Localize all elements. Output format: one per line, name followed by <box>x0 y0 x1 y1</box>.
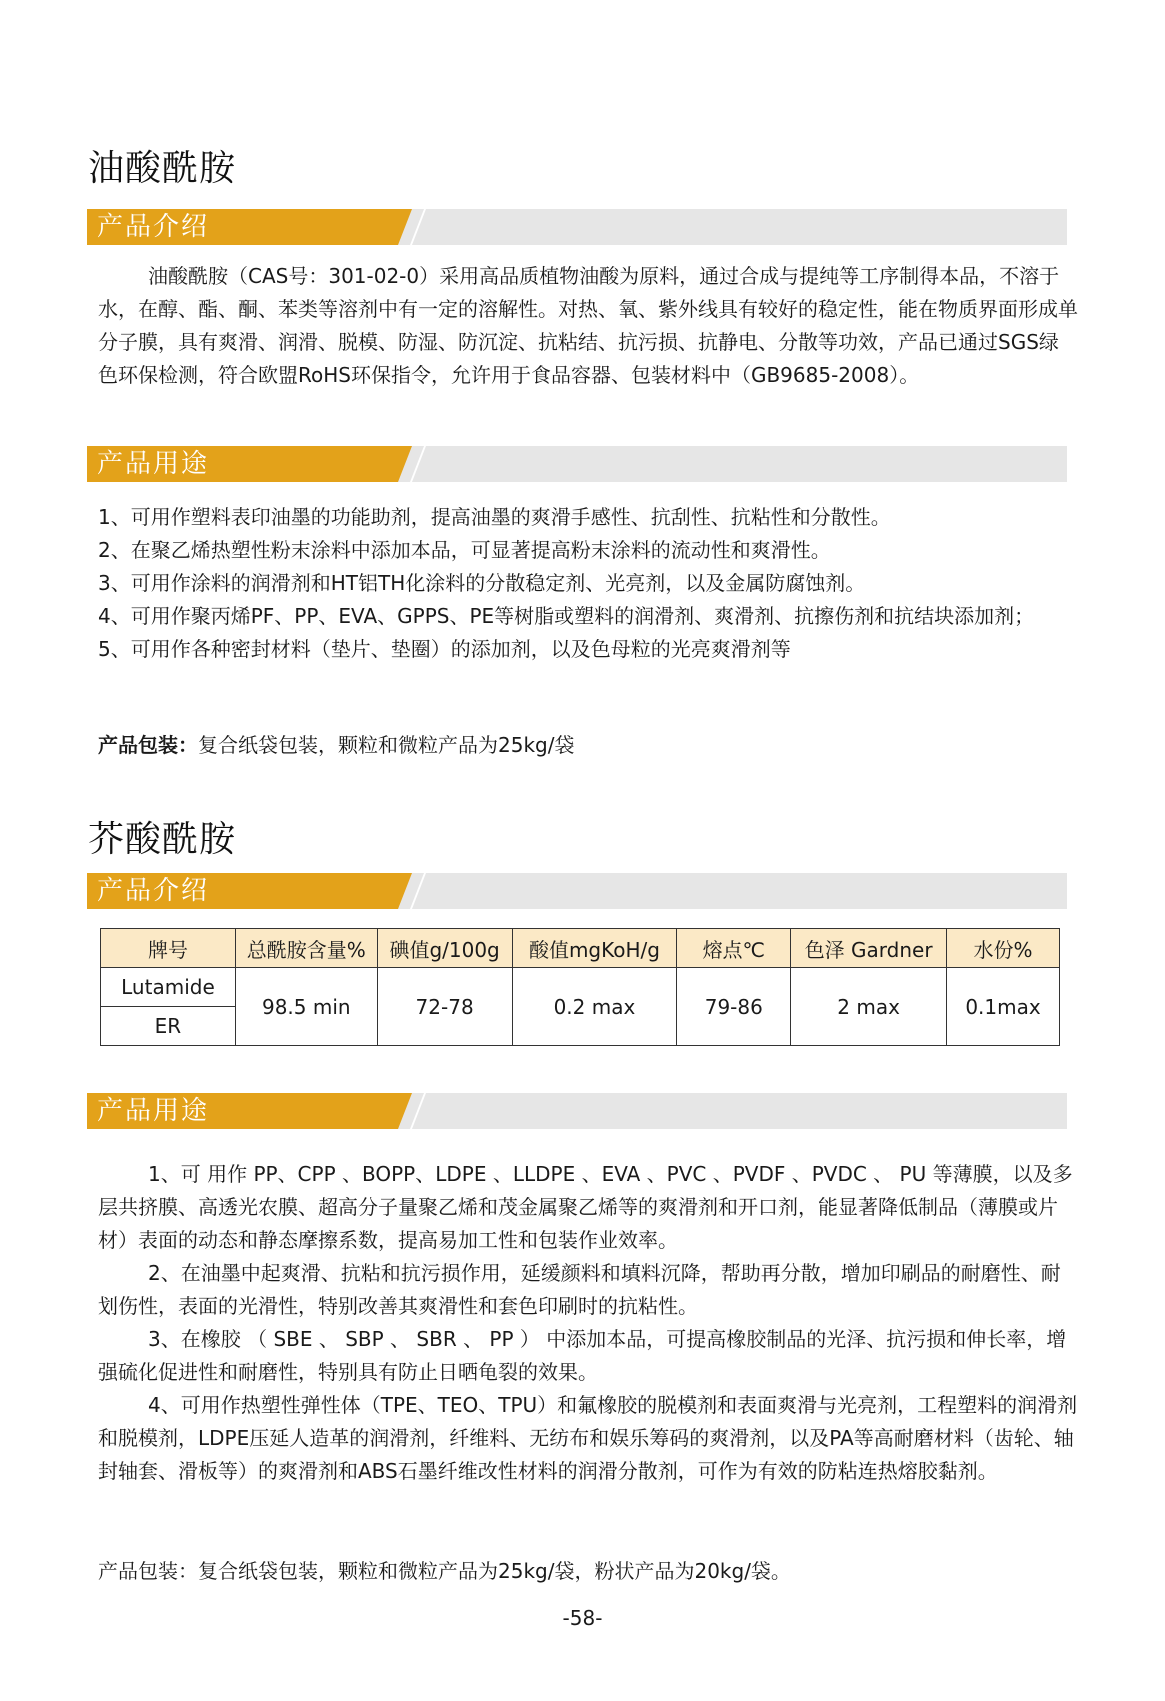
section2-title: 芥酸酰胺 <box>88 819 237 860</box>
table-cell-brand: Lutamide <box>101 968 236 1007</box>
table-header-row <box>101 929 1060 968</box>
use-paragraph: 4、可用作热塑性弹性体（TPE、TEO、TPU）和氟橡胶的脱模剂和表面爽滑与光亮剂，工程塑料的润滑剂和脱模剂，LDPE压延人造革的润滑剂，纤维料、无纺布和娱乐筹码的爽滑剂，以及PA等高耐磨材料（齿轮、轴封轴套、滑板等）的爽滑剂和ABS石墨纤维改性材料的润滑分散剂，可作为有效的防粘连热熔胶黏剂。 <box>98 1393 1078 1483</box>
section-bar-label: 产品用途 <box>97 449 210 479</box>
list-item: 1、可用作塑料表印油墨的功能助剂，提高油墨的爽滑手感性、抗刮性、抗粘性和分散性。 <box>98 505 891 529</box>
list-item: 5、可用作各种密封材料（垫片、垫圈）的添加剂，以及色母粒的光亮爽滑剂等 <box>98 637 791 661</box>
use-paragraph: 3、在橡胶 （ SBE 、 SBP 、 SBR 、 PP ） 中添加本品，可提高橡胶制品的光泽、抗污损和伸长率，增强硫化促进性和耐磨性，特别具有防止日晒龟裂的效果。 <box>98 1327 1067 1384</box>
table-cell: 2 max <box>791 968 947 1046</box>
table-cell: 72-78 <box>377 968 512 1046</box>
use-paragraph: 2、在油墨中起爽滑、抗粘和抗污损作用，延缓颜料和填料沉降，帮助再分散，增加印刷品的耐磨性、耐划伤性，表面的光滑性，特别改善其爽滑性和套色印刷时的抗粘性。 <box>98 1261 1061 1318</box>
section1-intro-text <box>98 260 1078 392</box>
intro-paragraph: 油酸酰胺（CAS号：301-02-0）采用高品质植物油酸为原料，通过合成与提纯等工序制得本品，不溶于水，在醇、酯、酮、苯类等溶剂中有一定的溶解性。对热、氧、紫外线具有较好的稳定性，能在物质界面形成单分子膜，具有爽滑、润滑、脱模、防湿、防沉淀、抗粘结、抗污损、抗静电、分散等功效，产品已通过SGS绿色环保检测，符合欧盟RoHS环保指令，允许用于食品容器、包装材料中（GB9685-2008）。 <box>98 264 1078 387</box>
list-item: 3、可用作涂料的润滑剂和HT铝TH化涂料的分散稳定剂、光亮剂，以及金属防腐蚀剂。 <box>98 571 866 595</box>
section-bar-intro-1 <box>87 209 1067 245</box>
use-paragraph: 1、可 用作 PP、CPP 、BOPP、LDPE 、LLDPE 、EVA 、PVC 、PVDF 、PVDC 、 PU 等薄膜，以及多层共挤膜、高透光农膜、超高分子量聚乙烯和茂金属聚乙烯等的爽滑剂和开口剂，能显著降低制品（薄膜或片材）表面的动态和静态摩擦系数，提高易加工性和包装作业效率。 <box>98 1162 1073 1252</box>
section-bar-intro-2 <box>87 873 1067 909</box>
table-header: 酸值mgKoH/g <box>512 929 677 968</box>
table-header: 水份% <box>947 929 1060 968</box>
section1-packaging <box>98 730 574 760</box>
table-row <box>101 968 1060 1007</box>
table-cell: 79-86 <box>677 968 791 1046</box>
section-bar-label: 产品用途 <box>97 1096 210 1126</box>
spec-table <box>100 928 1060 1046</box>
section-bar-use-2 <box>87 1093 1067 1129</box>
packaging-text: 复合纸袋包装，颗粒和微粒产品为25kg/袋 <box>198 733 575 757</box>
section2-use-text <box>98 1158 1078 1488</box>
section-bar-label: 产品介绍 <box>97 212 210 242</box>
table-header: 色泽 Gardner <box>791 929 947 968</box>
section1-title: 油酸酰胺 <box>88 148 237 189</box>
table-cell: 98.5 min <box>235 968 377 1046</box>
section2-packaging: 产品包装：复合纸袋包装，颗粒和微粒产品为25kg/袋，粉状产品为20kg/袋。 <box>98 1559 791 1583</box>
page-number: -58- <box>562 1606 603 1630</box>
table-cell: 0.2 max <box>512 968 677 1046</box>
table-header: 熔点℃ <box>677 929 791 968</box>
list-item: 4、可用作聚丙烯PF、PP、EVA、GPPS、PE等树脂或塑料的润滑剂、爽滑剂、抗擦伤剂和抗结块添加剂； <box>98 604 1035 628</box>
table-cell: 0.1max <box>947 968 1060 1046</box>
table-header: 牌号 <box>101 929 236 968</box>
table-header: 碘值g/100g <box>377 929 512 968</box>
table-header: 总酰胺含量% <box>235 929 377 968</box>
packaging-label: 产品包装： <box>98 733 198 757</box>
section1-use-list <box>98 501 1078 666</box>
section-bar-use-1 <box>87 446 1067 482</box>
list-item: 2、在聚乙烯热塑性粉末涂料中添加本品，可显著提高粉末涂料的流动性和爽滑性。 <box>98 538 831 562</box>
table-cell-brand: ER <box>101 1007 236 1046</box>
section-bar-label: 产品介绍 <box>97 876 210 906</box>
